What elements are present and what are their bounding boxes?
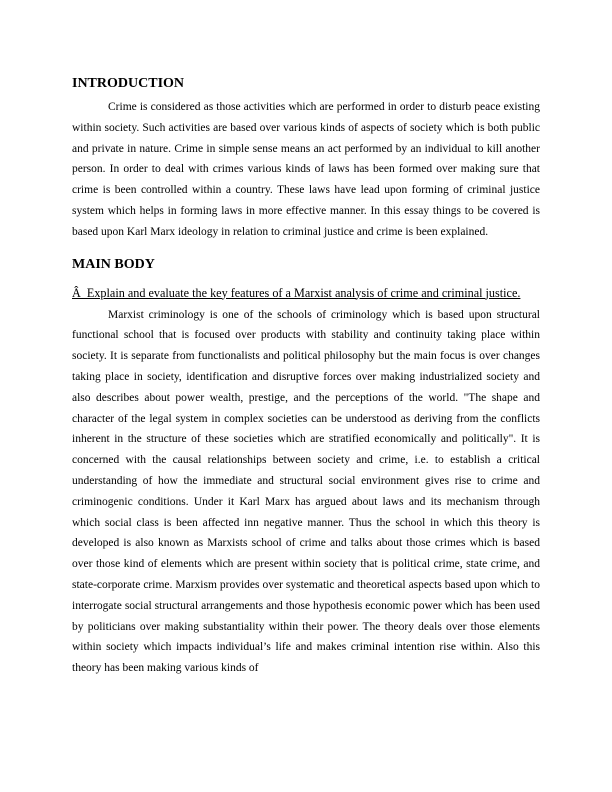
document-page [72,74,540,679]
introduction-paragraph: Crime is considered as those activities which are performed in order to disturb peace existing within society. Such activities are based over various kinds of aspects of society which is both public and private in nature. Crime in simple sense means an act performed by an individual to kill another person. In order to deal with crimes various kinds of laws has been formed over making sure that crime is been controlled within a country. These laws have lead upon forming of criminal justice system which helps in forming laws in more effective manner. In this essay things to be covered is based upon Karl Marx ideology in relation to criminal justice and crime is been explained. [72,101,540,238]
section-subheading: Â Explain and evaluate the key features of a Marxist analysis of crime and criminal justice. [72,285,521,300]
introduction-heading: INTRODUCTION [72,76,185,91]
main-body-paragraph: Marxist criminology is one of the schools of criminology which is based upon structural functional school that is focused over products with stability and continuity taking place within society. It is separate from functionalists and political philosophy but the main focus is over changes taking place in society, identification and disruptive forces over making industrialized society and also describes about power wealth, prestige, and the perceptions of the world. "The shape and character of the legal system in complex societies can be understood as deriving from the conflicts inherent in the structure of these societies which are stratified economically and politically". It is concerned with the causal relationships between society and crime, i.e. to establish a critical understanding of how the immediate and structural social environment gives rise to crime and criminogenic conditions. Under it Karl Marx has argued about laws and its mechanism through which social class is been affected inn negative manner. Thus the school in which this theory is developed is also known as Marxists school of crime and talks about those crimes which is based over those kind of elements which are present within society that is political crime, state crime, and state-corporate crime. Marxism provides over systematic and theoretical aspects based upon which to interrogate social structural arrangements and those hypothesis economic power which has been used by politicians over making substantiality within their power. The theory deals over those elements within society which impacts individual’s life and makes criminal intention rise within. Also this theory has been making various kinds of [72,308,540,675]
main-body-heading: MAIN BODY [72,256,155,272]
